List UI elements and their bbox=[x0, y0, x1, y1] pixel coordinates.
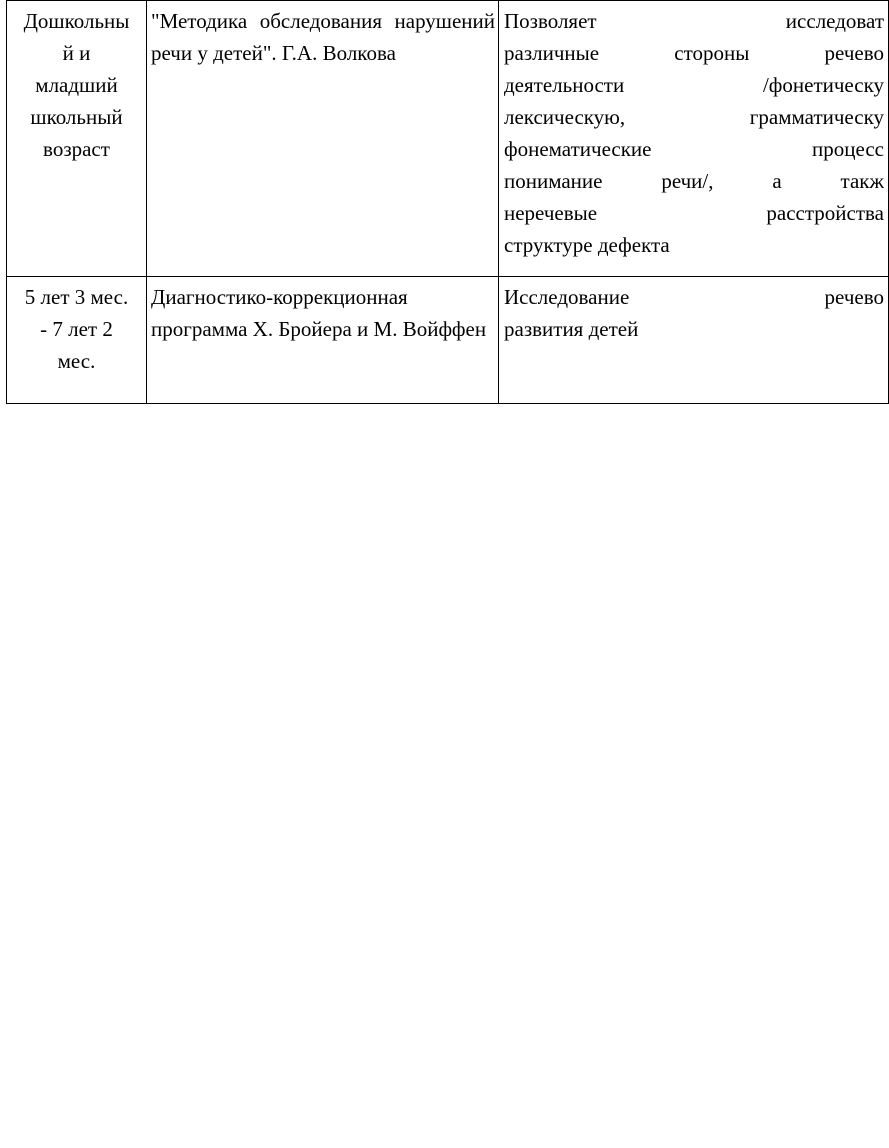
description-line: Позволяет исследоват bbox=[504, 9, 884, 33]
age-line: 5 лет 3 мес. bbox=[24, 285, 129, 309]
age-line: школьный bbox=[30, 105, 123, 129]
age-cell bbox=[7, 1, 147, 277]
description-line: фонематические процесс bbox=[504, 137, 884, 161]
description-line: структуре дефекта bbox=[504, 233, 670, 257]
description-cell bbox=[499, 277, 889, 404]
age-line: й и bbox=[62, 41, 91, 65]
table-row bbox=[7, 1, 889, 277]
description-line: лексическую, грамматическу bbox=[504, 105, 884, 129]
age-line: возраст bbox=[43, 137, 110, 161]
methods-table bbox=[6, 0, 889, 404]
method-cell bbox=[147, 1, 499, 277]
method-cell bbox=[147, 277, 499, 404]
description-line: Исследование речево bbox=[504, 285, 884, 309]
method-text: Диагностико-коррекционная программа Х. Бройера и М. Войффен bbox=[151, 285, 487, 341]
age-line: Дошкольны bbox=[23, 9, 130, 33]
description-line: деятельности /фонетическу bbox=[504, 73, 884, 97]
age-line: - 7 лет 2 bbox=[40, 317, 113, 341]
age-line: мес. bbox=[57, 349, 96, 373]
description-line: различные стороны речево bbox=[504, 41, 884, 65]
age-line: младший bbox=[35, 73, 118, 97]
age-cell bbox=[7, 277, 147, 404]
table-row bbox=[7, 277, 889, 404]
description-cell bbox=[499, 1, 889, 277]
description-line: понимание речи/, а такж bbox=[504, 169, 884, 193]
description-line: неречевые расстройства bbox=[504, 201, 884, 225]
description-line: развития детей bbox=[504, 317, 639, 341]
method-text: "Методика обследования нарушений речи у детей". Г.А. Волкова bbox=[151, 9, 495, 65]
